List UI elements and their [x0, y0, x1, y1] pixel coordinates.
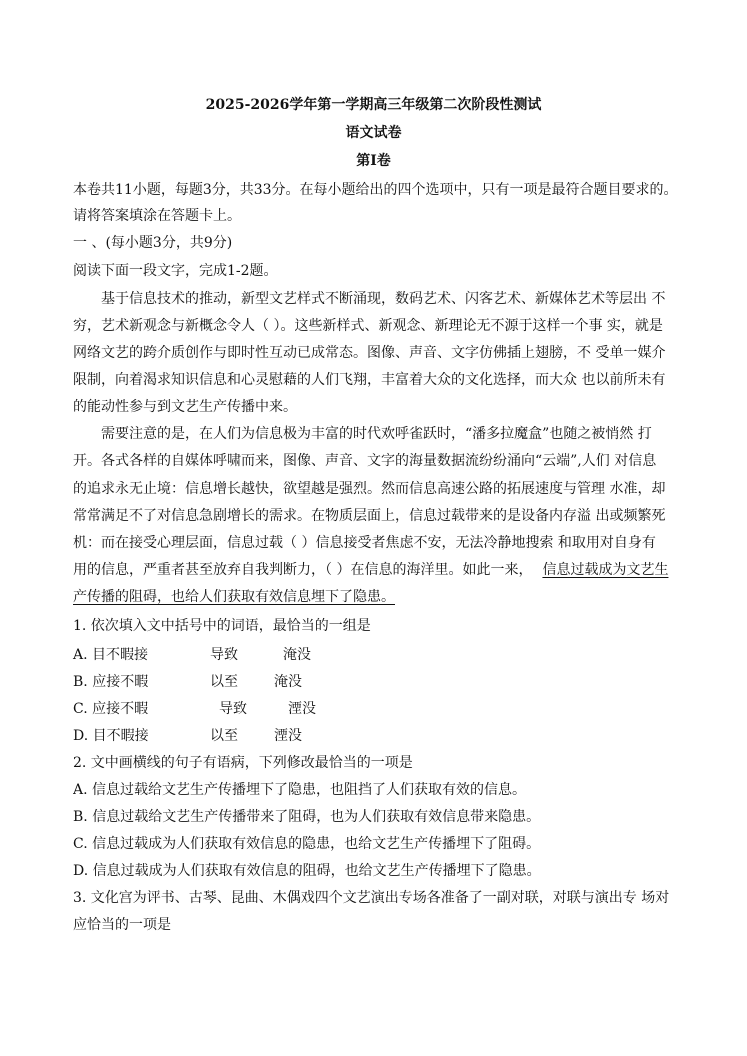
- option-label: B. 应接不暇: [73, 674, 149, 690]
- intro-line: 一 、(每小题3分，共9分): [73, 235, 233, 251]
- passage-line: 的能动性参与到文艺生产传播中来。: [73, 399, 297, 415]
- option-word: 淹没: [274, 674, 302, 690]
- passage-text: 用的信息，严重者甚至放弃自我判断力，（ ）在信息的海洋里。如此一来，: [73, 562, 533, 578]
- passage-line: [73, 587, 678, 607]
- passage-line: 需要注意的是，在人们为信息极为丰富的时代欢呼雀跃时，“潘多拉魔盒”也随之被悄然 打: [101, 426, 652, 442]
- section-heading: 第Ⅰ卷: [356, 153, 391, 169]
- question-stem: 1. 依次填入文中括号中的词语，最恰当的一组是: [73, 618, 371, 634]
- exam-title: 2025-2026学年第一学期高三年级第二次阶段性测试: [205, 97, 542, 113]
- question-stem: 2. 文中画横线的句子有语病，下列修改最恰当的一项是: [73, 755, 413, 771]
- question-stem: 应恰当的一项是: [73, 917, 171, 933]
- answer-option: B. 信息过载给文艺生产传播带来了阻碍，也为人们获取有效信息带来隐患。: [73, 809, 541, 825]
- intro-line: 请将答案填涂在答题卡上。: [73, 208, 241, 224]
- intro-line: 本卷共11小题，每题3分，共33分。在每小题给出的四个选项中，只有一项是最符合题目要求的。: [73, 182, 678, 198]
- option-word: 导致: [219, 701, 247, 717]
- option-word: 以至: [210, 728, 238, 744]
- option-word: 湮没: [288, 701, 316, 717]
- question-stem: 3. 文化宫为评书、古琴、昆曲、木偶戏四个文艺演出专场各准备了一副对联，对联与演出专 场对: [73, 890, 670, 906]
- intro-line: 阅读下面一段文字，完成1-2题。: [73, 263, 278, 279]
- passage-line: 基于信息技术的推动，新型文艺样式不断涌现，数码艺术、闪客艺术、新媒体艺术等层出 不: [101, 291, 666, 307]
- option-label: A. 目不暇接: [73, 647, 149, 663]
- underlined-sentence: 产传播的阻碍，也给人们获取有效信息埋下了隐患。: [73, 589, 395, 605]
- passage-line: 限制，向着渴求知识信息和心灵慰藉的人们飞翔，丰富着大众的文化选择，而大众 也以前所未有: [73, 372, 666, 388]
- option-label: C. 应接不暇: [73, 701, 149, 717]
- option-word: 以至: [210, 674, 238, 690]
- passage-line: 常常满足不了对信息急剧增长的需求。在物质层面上，信息过载带来的是设备内存溢 出或频繁死: [73, 508, 666, 524]
- option-label: D. 目不暇接: [73, 728, 149, 744]
- answer-option: C. 信息过载成为人们获取有效信息的隐患，也给文艺生产传播埋下了阻碍。: [73, 836, 541, 852]
- underlined-sentence: 信息过载成为文艺生: [542, 562, 669, 578]
- passage-line: 开。各式各样的自媒体呼啸而来，图像、声音、文字的海量数据流纷纷涌向“云端”,人们 对信息: [73, 453, 657, 469]
- passage-line: 的追求永无止境：信息增长越快，欲望越是强烈。然而信息高速公路的拓展速度与管理 水准，却: [73, 481, 666, 497]
- passage-line: [73, 560, 678, 580]
- option-word: 湮没: [274, 728, 302, 744]
- passage-line: 穷，艺术新观念与新概念令人（ ）。这些新样式、新观念、新理论无不源于这样一个事 实，就是: [73, 318, 663, 334]
- exam-subtitle: 语文试卷: [345, 125, 402, 141]
- option-word: 淹没: [283, 647, 311, 663]
- passage-line: 网络文艺的跨介质创作与即时性互动已成常态。图像、声音、文字仿佛插上翅膀，不 受单一媒介: [73, 345, 666, 361]
- passage-line: 机：而在接受心理层面，信息过载（ ）信息接受者焦虑不安，无法冷静地搜索 和取用对自身有: [73, 535, 656, 551]
- answer-option: D. 信息过载成为人们获取有效信息的阻碍，也给文艺生产传播埋下了隐患。: [73, 863, 541, 879]
- option-word: 导致: [210, 647, 238, 663]
- answer-option: A. 信息过载给文艺生产传播埋下了隐患，也阻挡了人们获取有效的信息。: [73, 782, 527, 798]
